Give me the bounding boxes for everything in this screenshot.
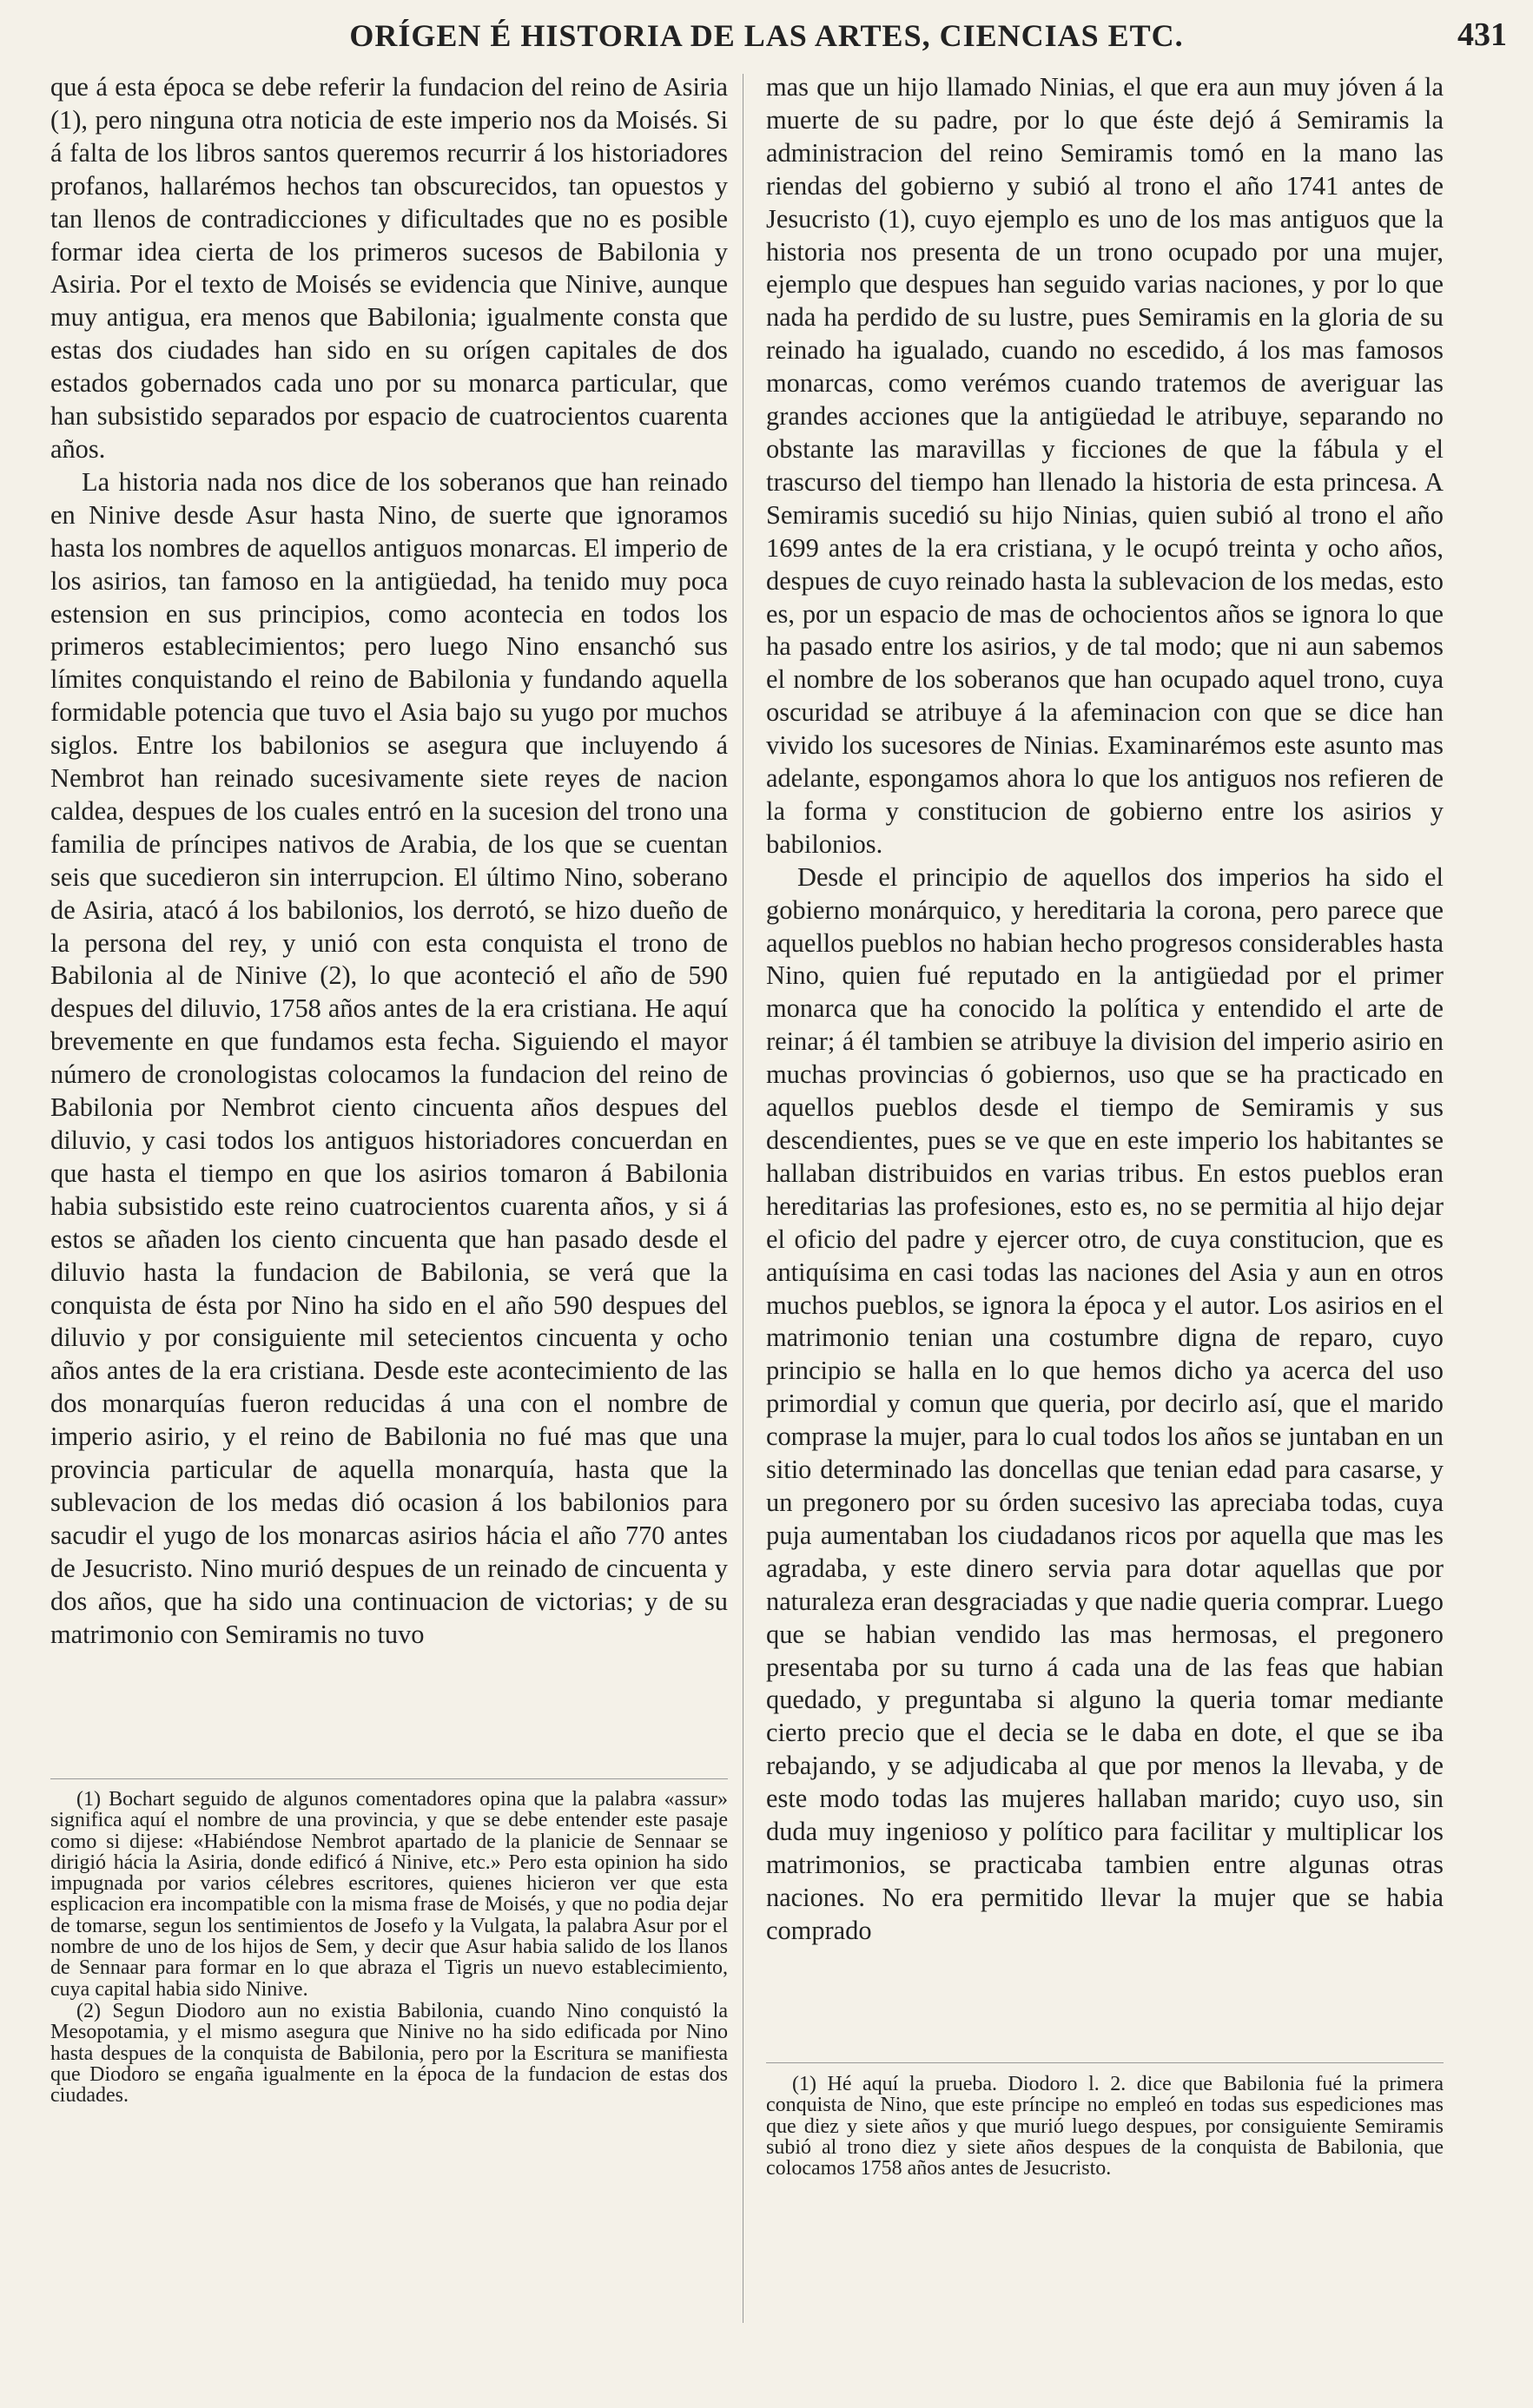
right-column: [766, 71, 1444, 1948]
left-footnotes: [50, 1789, 728, 2107]
body-paragraph: que á esta época se debe referir la fundacion del reino de Asiria (1), pero ninguna otra noticia de este imperio nos da Moisés. Si á falta de los libros santos queremos recurrir á los historiadores profanos, hallarémos hechos tan obscurecidos, tan opuestos y tan llenos de contradicciones y dificultades que no es posible formar idea cierta de los primeros sucesos de Babilonia y Asiria. Por el texto de Moisés se evidencia que Ninive, aunque muy antigua, era menos que Babilonia; igualmente consta que estas dos ciudades han sido en su orígen capitales de dos estados gobernados cada uno por su monarca particular, que han subsistido separados por espacio de cuatrocientos cuarenta años.: [50, 72, 728, 464]
page-header: [26, 12, 1507, 64]
running-title: ORÍGEN É HISTORIA DE LAS ARTES, CIENCIAS ETC.: [349, 18, 1184, 53]
footnote: (1) Bochart seguido de algunos comentadores opina que la palabra «assur» significa aquí el nombre de una provincia, y que se debe entender este pasaje como si dijese: «Habiéndose Nembrot apartado de la planicie de Sennaar se dirigió hácia la Asiria, donde edificó á Ninive, etc.» Pero esta opinion ha sido impugnada por varios célebres escritores, quienes hicieron ver que esta esplicacion era incompatible con la misma frase de Moisés, y que no podia dejar de tomarse, segun los sentimientos de Josefo y la Vulgata, la palabra Asur por el nombre de uno de los hijos de Sem, y decir que Asur habia salido de los llanos de Sennaar para formar en lo que abraza el Tigris un nuevo establecimiento, cuya capital habia sido Ninive.: [50, 1788, 728, 2001]
footnote: (2) Segun Diodoro aun no existia Babilonia, cuando Nino conquistó la Mesopotamia, y el mismo asegura que Ninive no ha sido edificada por Nino hasta despues de la conquista de Babilonia, pero por la Escritura se manifiesta que Diodoro se engaña igualmente en la época de la fundacion de estas dos ciudades.: [50, 1999, 728, 2108]
body-paragraph: La historia nada nos dice de los soberanos que han reinado en Ninive desde Asur hasta Nino, de suerte que ignoramos hasta los nombres de aquellos antiguos monarcas. El imperio de los asirios, tan famoso en la antigüedad, ha tenido muy poca estension en sus principios, como acontecia en todos los primeros establecimientos; pero luego Nino ensanchó sus límites conquistando el reino de Babilonia y fundando aquella formidable potencia que tuvo el Asia bajo su yugo por muchos siglos. Entre los babilonios se asegura que incluyendo á Nembrot han reinado sucesivamente siete reyes de nacion caldea, despues de los cuales entró en la sucesion del trono una familia de príncipes nativos de Arabia, de los que se cuentan seis que sucedieron sin interrupcion. El último Nino, soberano de Asiria, atacó á los babilonios, los derrotó, se hizo dueño de la persona del rey, y unió con esta conquista el trono de Babilonia al de Ninive (2), lo que aconteció el año de 590 despues del diluvio, 1758 años antes de la era cristiana. He aquí brevemente en que fundamos esta fecha. Siguiendo el mayor número de cronologistas colocamos la fundacion del reino de Babilonia por Nembrot ciento cincuenta años despues del diluvio, y casi todos los antiguos historiadores concuerdan en que hasta el tiempo en que los asirios tomaron á Babilonia habia subsistido este reino cuatrocientos cuarenta años, y si á estos se añaden los ciento cincuenta que han pasado desde el diluvio hasta la fundacion de Babilonia, se verá que la conquista de ésta por Nino ha sido en el año 590 despues del diluvio y por consiguiente mil setecientos cincuenta y ocho años antes de la era cristiana. Desde este acontecimiento de las dos monarquías fueron reducidas á una con el nombre de imperio asirio, y el reino de Babilonia no fué mas que una provincia particular de aquella monarquía, hasta que la sublevacion de los medas dió ocasion á los babilonios para sacudir el yugo de los monarcas asirios hácia el año 770 antes de Jesucristo. Nino murió despues de un reinado de cincuenta y dos años, que ha sido una continuacion de victorias; y de su matrimonio con Semiramis no tuvo: [50, 466, 728, 1649]
footnote-divider: [766, 2062, 1444, 2063]
page-number: 431: [1457, 16, 1507, 53]
left-column: [50, 71, 728, 1652]
footnote: (1) Hé aquí la prueba. Diodoro l. 2. dice que Babilonia fué la primera conquista de Nino, que este príncipe no empleó en todas sus espediciones mas que diez y siete años y que murió luego despues, por consiguiente Semiramis subió al trono diez y siete años despues de la conquista de Babilonia, que colocamos 1758 años antes de Jesucristo.: [766, 2073, 1444, 2180]
right-footnotes: [766, 2074, 1444, 2180]
body-paragraph: Desde el principio de aquellos dos imperios ha sido el gobierno monárquico, y hereditaria la corona, pero parece que aquellos pueblos no habian hecho progresos considerables hasta Nino, quien fué reputado en la antigüedad por el primer monarca que ha conocido la política y entendido el arte de reinar; á él tambien se atribuye la division del imperio asirio en muchas provincias ó gobiernos, uso que se ha practicado en aquellos pueblos desde el tiempo de Semiramis y sus descendientes, pues se ve que en este imperio los habitantes se hallaban distribuidos en varias tribus. En estos pueblos eran hereditarias las profesiones, esto es, no se permitia al hijo dejar el oficio del padre y ejercer otro, de cuya constitucion, que es antiquísima en casi todas las naciones del Asia y aun en otros muchos pueblos, se ignora la época y el autor. Los asirios en el matrimonio tenian una costumbre digna de reparo, cuyo principio se halla en lo que hemos dicho ya acerca del uso primordial y comun que queria, por decirlo así, que el marido comprase la mujer, para lo cual todos los años se juntaban en un sitio determinado las doncellas que tenian edad para casarse, y un pregonero por su órden sucesivo las apreciaba todas, cuya puja aumentaban los ciudadanos ricos por aquella que mas les agradaba, y este dinero servia para dotar aquellas que por naturaleza eran desgraciadas y que nadie queria comprar. Luego que se habian vendido las mas hermosas, el pregonero presentaba por su turno á cada una de las feas que habian quedado, y preguntaba si alguno la queria tomar mediante cierto precio que el decia se le daba en dote, el que se iba rebajando, y se adjudicaba al que por menos la llevaba, y de este modo todas las mujeres hallaban marido; cuyo uso, sin duda muy ingenioso y político para facilitar y multiplicar los matrimonios, se practicaba tambien entre algunas otras naciones. No era permitido llevar la mujer que se habia comprado: [766, 861, 1444, 1945]
body-paragraph: mas que un hijo llamado Ninias, el que era aun muy jóven á la muerte de su padre, por lo que éste dejó á Semiramis la administracion del reino Semiramis tomó en la mano las riendas del gobierno y subió al trono el año 1741 antes de Jesucristo (1), cuyo ejemplo es uno de los mas antiguos que la historia nos presenta de un trono ocupado por una mujer, ejemplo que despues han seguido varias naciones, y por lo que nada ha perdido de su lustre, pues Semiramis en la gloria de su reinado ha igualado, cuando no escedido, á los mas famosos monarcas, como verémos cuando tratemos de averiguar las grandes acciones que la antigüedad le atribuye, separando no obstante las maravillas y ficciones de que la fábula y el trascurso del tiempo han llenado la historia de esta princesa. A Semiramis sucedió su hijo Ninias, quien subió al trono el año 1699 antes de la era cristiana, y le ocupó treinta y ocho años, despues de cuyo reinado hasta la sublevacion de los medas, esto es, por un espacio de mas de ochocientos años se ignora lo que ha pasado entre los asirios, y de tal modo; que ni aun sabemos el nombre de los soberanos que han ocupado aquel trono, cuya oscuridad se atribuye á la afeminacion con que se dice han vivido los sucesores de Ninias. Examinarémos este asunto mas adelante, espongamos ahora lo que los antiguos nos refieren de la forma y constitucion de gobierno entre los asirios y babilonios.: [766, 72, 1444, 859]
footnote-divider: [50, 1778, 728, 1779]
